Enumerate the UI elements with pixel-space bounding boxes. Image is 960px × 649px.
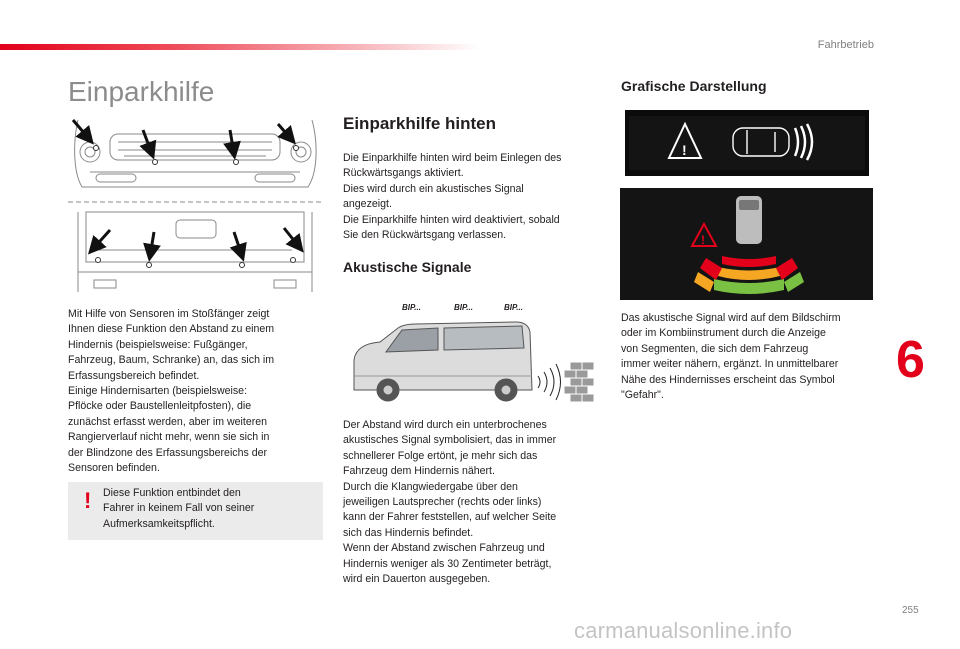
svg-text:!: !: [682, 142, 687, 158]
exclamation-icon: !: [84, 488, 92, 513]
page-title: Einparkhilfe: [68, 76, 215, 107]
screen-display-figure: [620, 188, 873, 300]
car-rear-view-icon: [736, 196, 762, 244]
bip-label: BIP...: [504, 303, 523, 312]
acoustic-heading: Akustische Signale: [343, 259, 472, 275]
chapter-number: 6: [896, 331, 925, 389]
front-bumper-drawing: [75, 120, 316, 187]
acoustic-text: Der Abstand wird durch ein unterbrochenes akustisches Signal symbolisiert, das in immer schnellerer Folge ertönt, je mehr sich das Fahrzeug dem Hindernis nähert. Durch die Klangwiedergabe über den jeweiligen Lautsprecher (rechts oder links) kann der Fahrer feststellen, auf welcher Seite sich das Hindernis befindet. Wenn der Abstand zwischen Fahrzeug und Hindernis weniger als 30 Zentimeter beträgt, wird ein Dauerton ausgegeben.: [343, 419, 557, 586]
front-sensor-arrows: [73, 120, 292, 154]
sound-waves-icon: [538, 364, 561, 400]
bip-label: BIP...: [454, 303, 473, 312]
rear-assist-heading: Einparkhilfe hinten: [343, 114, 497, 133]
van-acoustic-figure: [346, 298, 596, 410]
rear-bumper-drawing: [78, 212, 312, 292]
front-sensors: [94, 146, 299, 165]
svg-text:!: !: [701, 233, 705, 247]
bip-label: BIP...: [402, 303, 421, 312]
bumper-sensors-figure: [68, 112, 323, 302]
left-description: Mit Hilfe von Sensoren im Stoßfänger zeigt Ihnen diese Funktion den Abstand zu einem Hindernis (beispielsweise: Fußgänger, Fahrzeug, Baum, Schranke) an, das sich im Erfassungsbereich befindet. Einige Hindernisarten (beispielsweise: Pflöcke oder Baustellenleitpfosten), die zunächst erfasst werden, aber im weiteren Rangierverlauf nicht mehr, wenn sie sich in der Blindzone des Erfassungsbereichs der Sensoren befinden.: [68, 308, 275, 475]
watermark-text: carmanualsonline.info: [574, 618, 793, 643]
rear-sensor-arrows: [92, 228, 300, 256]
warning-box: [68, 482, 323, 540]
graphic-display-heading: Grafische Darstellung: [621, 78, 767, 94]
graphic-display-text: Das akustische Signal wird auf dem Bildschirm oder im Kombiinstrument durch die Anzeige von Segmenten, die sich dem Fahrzeug immer weiter nähern, ergänzt. In unmittelbarer Nähe des Hindernisses erscheint das Symbol "Gefahr".: [621, 312, 841, 402]
warning-text: Diese Funktion entbindet den Fahrer in keinem Fall von seiner Aufmerksamkeitspflicht.: [103, 487, 255, 530]
rear-assist-text: Die Einparkhilfe hinten wird beim Einlegen des Rückwärtsgangs aktiviert. Dies wird durch ein akustisches Signal angezeigt. Die Einparkhilfe hinten wird deaktiviert, sobald Sie den Rückwärtsgang verlassen.: [343, 152, 562, 242]
van-drawing: [354, 322, 532, 401]
distance-segments: [694, 256, 804, 294]
wall-drawing: [564, 362, 594, 402]
header-accent-bar: [0, 44, 480, 50]
cluster-display-figure: [625, 110, 869, 176]
page-number: 255: [902, 605, 919, 616]
chapter-name: Fahrbetrieb: [817, 39, 874, 51]
